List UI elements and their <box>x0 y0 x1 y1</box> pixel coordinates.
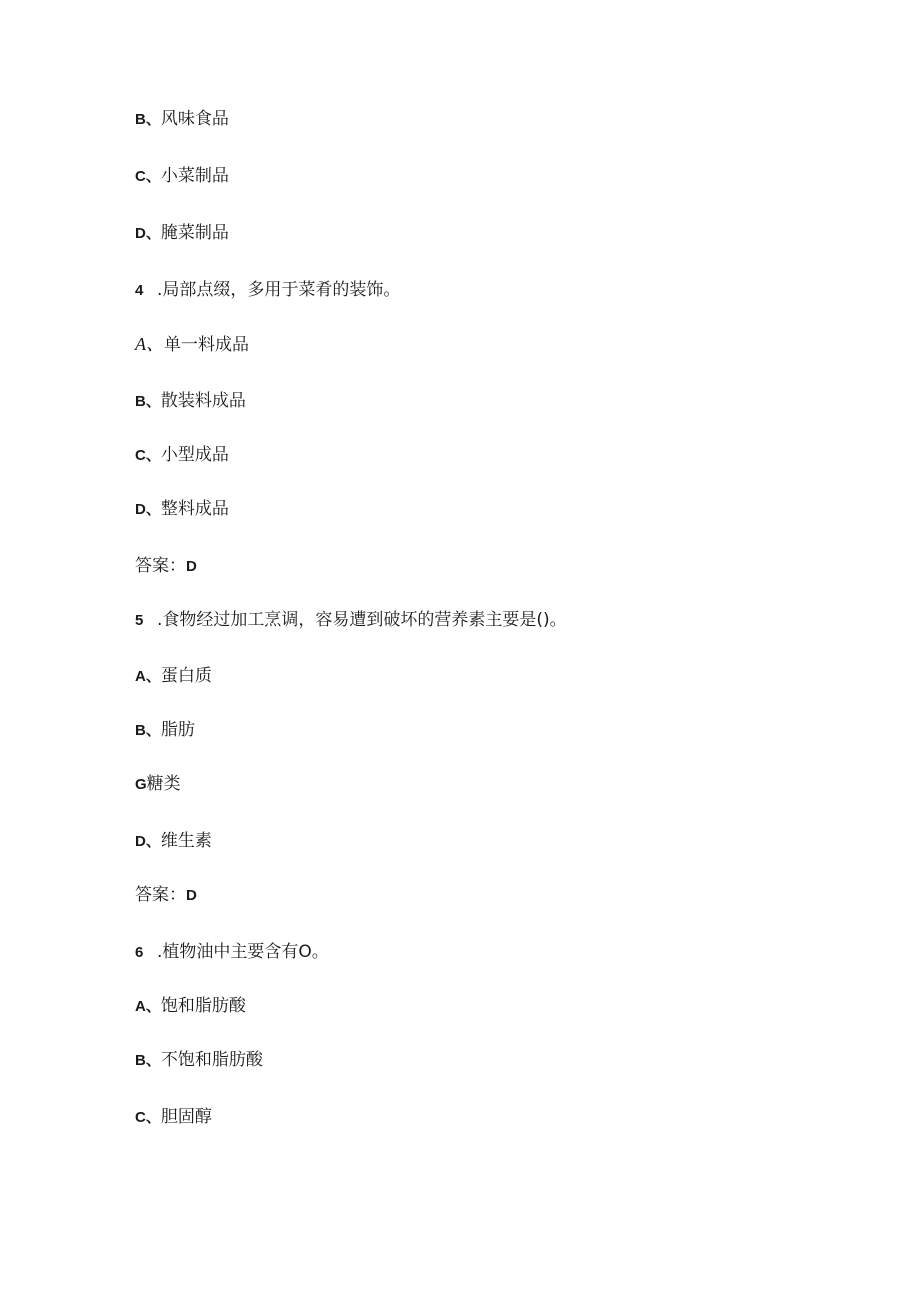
answer-value: D <box>186 887 197 904</box>
option-marker: B、 <box>135 111 161 128</box>
option-d <box>135 830 212 853</box>
option-marker: G <box>135 776 147 793</box>
option-text: 胆固醇 <box>160 1107 212 1127</box>
option-marker: A、 <box>135 334 164 354</box>
question-number: 6 <box>135 944 144 961</box>
answer-label: 答案： <box>135 556 186 576</box>
option-b <box>135 108 229 131</box>
answer-line <box>135 884 197 907</box>
option-text: 糖类 <box>146 774 181 794</box>
option-text: 脂肪 <box>160 720 195 740</box>
question-text: .植物油中主要含有O。 <box>157 942 329 962</box>
option-marker: D、 <box>135 225 161 242</box>
answer-line <box>135 555 197 578</box>
option-text: 腌菜制品 <box>160 223 229 243</box>
option-marker: A、 <box>135 998 161 1015</box>
answer-value: D <box>186 558 197 575</box>
question-6 <box>135 941 329 964</box>
option-marker: C、 <box>135 447 161 464</box>
option-text: 不饱和脂肪酸 <box>160 1050 263 1070</box>
option-b <box>135 390 246 413</box>
option-a <box>135 665 212 688</box>
option-marker: D、 <box>135 833 161 850</box>
question-number: 4 <box>135 282 144 299</box>
option-d <box>135 498 229 521</box>
option-marker: C、 <box>135 1109 161 1126</box>
option-marker: B、 <box>135 1052 161 1069</box>
option-marker: C、 <box>135 168 161 185</box>
option-text: 单一料成品 <box>164 335 249 355</box>
answer-label: 答案： <box>135 885 186 905</box>
option-marker: B、 <box>135 722 161 739</box>
option-b <box>135 1049 263 1072</box>
option-text: 小型成品 <box>160 445 229 465</box>
option-marker: A、 <box>135 668 161 685</box>
option-c <box>135 1106 212 1129</box>
option-d <box>135 222 229 245</box>
option-text: 整料成品 <box>160 499 229 519</box>
option-c <box>135 444 229 467</box>
option-text: 小菜制品 <box>160 166 229 186</box>
option-b <box>135 719 195 742</box>
question-5 <box>135 609 567 632</box>
option-a <box>135 333 249 356</box>
option-marker: B、 <box>135 393 161 410</box>
option-text: 散装料成品 <box>160 391 246 411</box>
question-text: .食物经过加工烹调，容易遭到破坏的营养素主要是()。 <box>157 610 567 630</box>
option-c <box>135 773 181 796</box>
option-text: 蛋白质 <box>160 666 212 686</box>
option-a <box>135 995 246 1018</box>
option-marker: D、 <box>135 501 161 518</box>
question-number: 5 <box>135 612 144 629</box>
option-text: 风味食品 <box>160 109 229 129</box>
option-text: 饱和脂肪酸 <box>160 996 246 1016</box>
question-text: .局部点缀，多用于菜肴的装饰。 <box>157 280 401 300</box>
option-text: 维生素 <box>160 831 212 851</box>
option-c <box>135 165 229 188</box>
question-4 <box>135 279 400 302</box>
